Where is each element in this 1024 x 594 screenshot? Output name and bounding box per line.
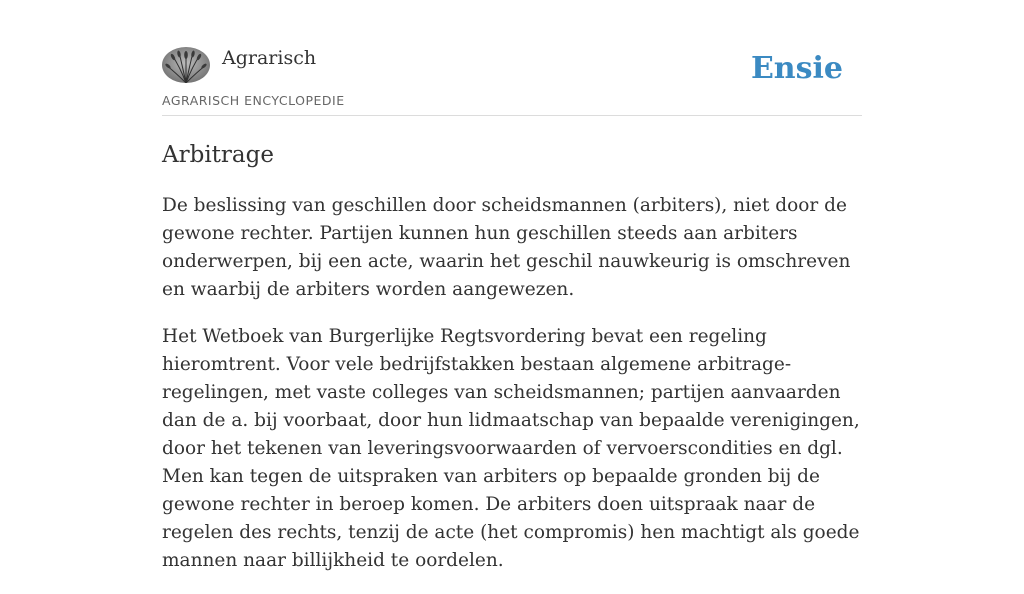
wheat-icon[interactable]: [162, 47, 210, 83]
brand-logo[interactable]: Ensie: [750, 51, 843, 86]
article-body: [162, 192, 862, 594]
site-name[interactable]: Agrarisch: [222, 47, 317, 69]
article-paragraph: De beslissing van geschillen door scheidsmannen (arbiters), niet door de gewone rechter. Partijen kunnen hun geschillen steeds aan arbiters onderwerpen, bij een acte, waarin het geschil nauwkeurig is omschreven en waarbij de arbiters worden aangewezen.: [162, 195, 851, 300]
article-title: Arbitrage: [162, 142, 274, 168]
header: [162, 0, 862, 116]
article-paragraph: Het Wetboek van Burgerlijke Regtsvordering bevat een regeling hieromtrent. Voor vele bedrijfstakken bestaan algemene arbitrage-regelingen, met vaste colleges van scheidsmannen; partijen aanvaarden dan de a. bij voorbaat, door hun lidmaatschap van bepaalde verenigingen, door het tekenen van leveringsvoorwaarden of vervoerscondities en dgl. Men kan tegen de uitspraken van arbiters op bepaalde gronden bij de gewone rechter in beroep komen. De arbiters doen uitspraak naar de regelen des rechts, tenzij de acte (het compromis) hen machtigt als goede mannen naar billijkheid te oordelen.: [162, 326, 860, 571]
site-subtitle: AGRARISCH ENCYCLOPEDIE: [162, 93, 345, 108]
page: [162, 0, 862, 571]
